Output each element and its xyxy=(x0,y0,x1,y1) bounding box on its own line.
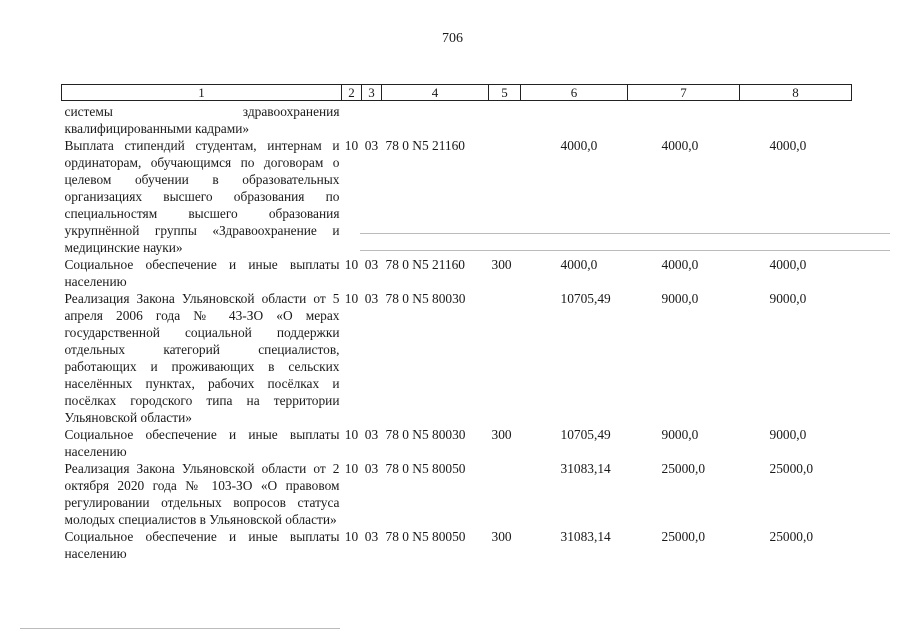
column-header: 4 xyxy=(382,85,489,101)
section-code: 10 xyxy=(344,257,359,272)
amount-col6: 4000,0 xyxy=(560,257,598,272)
section-code xyxy=(342,101,362,138)
scan-artifact-line xyxy=(360,233,890,234)
table-row xyxy=(62,460,852,528)
column-header: 8 xyxy=(740,85,852,101)
expense-type-code xyxy=(489,101,521,138)
table-row xyxy=(62,290,852,426)
column-header: 7 xyxy=(628,85,740,101)
row-description: системы здравоохранения квалифицированными кадрами» xyxy=(64,104,340,136)
row-description: Социальное обеспечение и иные выплаты населению xyxy=(64,257,340,289)
amount-col8: 25000,0 xyxy=(769,461,814,476)
scan-artifact-line xyxy=(20,628,340,629)
subsection-code: 03 xyxy=(364,257,379,272)
table-row xyxy=(62,137,852,256)
amount-col6: 10705,49 xyxy=(560,427,611,442)
column-header: 2 xyxy=(342,85,362,101)
amount-col8: 9000,0 xyxy=(769,427,807,442)
section-code: 10 xyxy=(344,427,359,442)
table-row xyxy=(62,528,852,562)
subsection-code: 03 xyxy=(364,529,379,544)
subsection-code xyxy=(362,101,382,138)
scan-artifact-line xyxy=(360,250,890,251)
amount-col6: 31083,14 xyxy=(560,529,611,544)
target-article-code: 78 0 N5 80050 xyxy=(385,461,466,476)
page-number: 706 xyxy=(442,31,463,46)
column-header: 5 xyxy=(489,85,521,101)
table-row xyxy=(62,256,852,290)
expense-type-code: 300 xyxy=(491,427,512,442)
section-code: 10 xyxy=(344,138,359,153)
expense-type-code xyxy=(489,460,521,528)
section-code: 10 xyxy=(344,529,359,544)
target-article-code: 78 0 N5 21160 xyxy=(385,257,465,272)
subsection-code: 03 xyxy=(364,461,379,476)
amount-col7: 4000,0 xyxy=(661,257,699,272)
amount-col6: 10705,49 xyxy=(560,291,611,306)
row-description: Реализация Закона Ульяновской области от 5 апреля 2006 года № 43-ЗО «О мерах государственной социальной поддержки отдельных категорий специалистов, работающих и проживающих в сельских населённых пунктах, рабочих посёлках и посёлках городского типа на территории Ульяновской области» xyxy=(64,291,340,425)
target-article-code xyxy=(382,101,489,138)
row-description: Социальное обеспечение и иные выплаты населению xyxy=(64,529,340,561)
target-article-code: 78 0 N5 80050 xyxy=(385,529,466,544)
expense-type-code xyxy=(489,290,521,426)
amount-col7: 25000,0 xyxy=(661,461,706,476)
column-header: 3 xyxy=(362,85,382,101)
amount-col6: 4000,0 xyxy=(560,138,598,153)
subsection-code: 03 xyxy=(364,138,379,153)
amount-col6 xyxy=(521,101,628,138)
amount-col8: 4000,0 xyxy=(769,138,807,153)
target-article-code: 78 0 N5 80030 xyxy=(385,291,466,306)
expense-type-code: 300 xyxy=(491,257,512,272)
target-article-code: 78 0 N5 80030 xyxy=(385,427,466,442)
column-header: 6 xyxy=(521,85,628,101)
subsection-code: 03 xyxy=(364,427,379,442)
amount-col8: 9000,0 xyxy=(769,291,807,306)
subsection-code: 03 xyxy=(364,291,379,306)
budget-table xyxy=(61,84,852,562)
section-code: 10 xyxy=(344,291,359,306)
amount-col7: 4000,0 xyxy=(661,138,699,153)
target-article-code: 78 0 N5 21160 xyxy=(385,138,465,153)
table-row xyxy=(62,426,852,460)
row-description: Социальное обеспечение и иные выплаты населению xyxy=(64,427,340,459)
amount-col7: 25000,0 xyxy=(661,529,706,544)
amount-col8: 4000,0 xyxy=(769,257,807,272)
amount-col8 xyxy=(740,101,852,138)
amount-col6: 31083,14 xyxy=(560,461,611,476)
amount-col7: 9000,0 xyxy=(661,291,699,306)
row-description: Реализация Закона Ульяновской области от 2 октября 2020 года № 103-ЗО «О правовом регулировании отдельных вопросов статуса молодых специалистов в Ульяновской области» xyxy=(64,461,340,527)
table-row xyxy=(62,101,852,138)
column-header: 1 xyxy=(62,85,342,101)
row-description: Выплата стипендий студентам, интернам и ординаторам, обучающимся по договорам о целевом обучении в образовательных организациях высшего образования по специальностям высшего образования укрупнённой группы «Здравоохранение и медицинские науки» xyxy=(64,138,340,255)
table-header-row xyxy=(62,85,852,101)
amount-col7 xyxy=(628,101,740,138)
expense-type-code: 300 xyxy=(491,529,512,544)
expense-type-code xyxy=(489,137,521,256)
amount-col7: 9000,0 xyxy=(661,427,699,442)
amount-col8: 25000,0 xyxy=(769,529,814,544)
section-code: 10 xyxy=(344,461,359,476)
